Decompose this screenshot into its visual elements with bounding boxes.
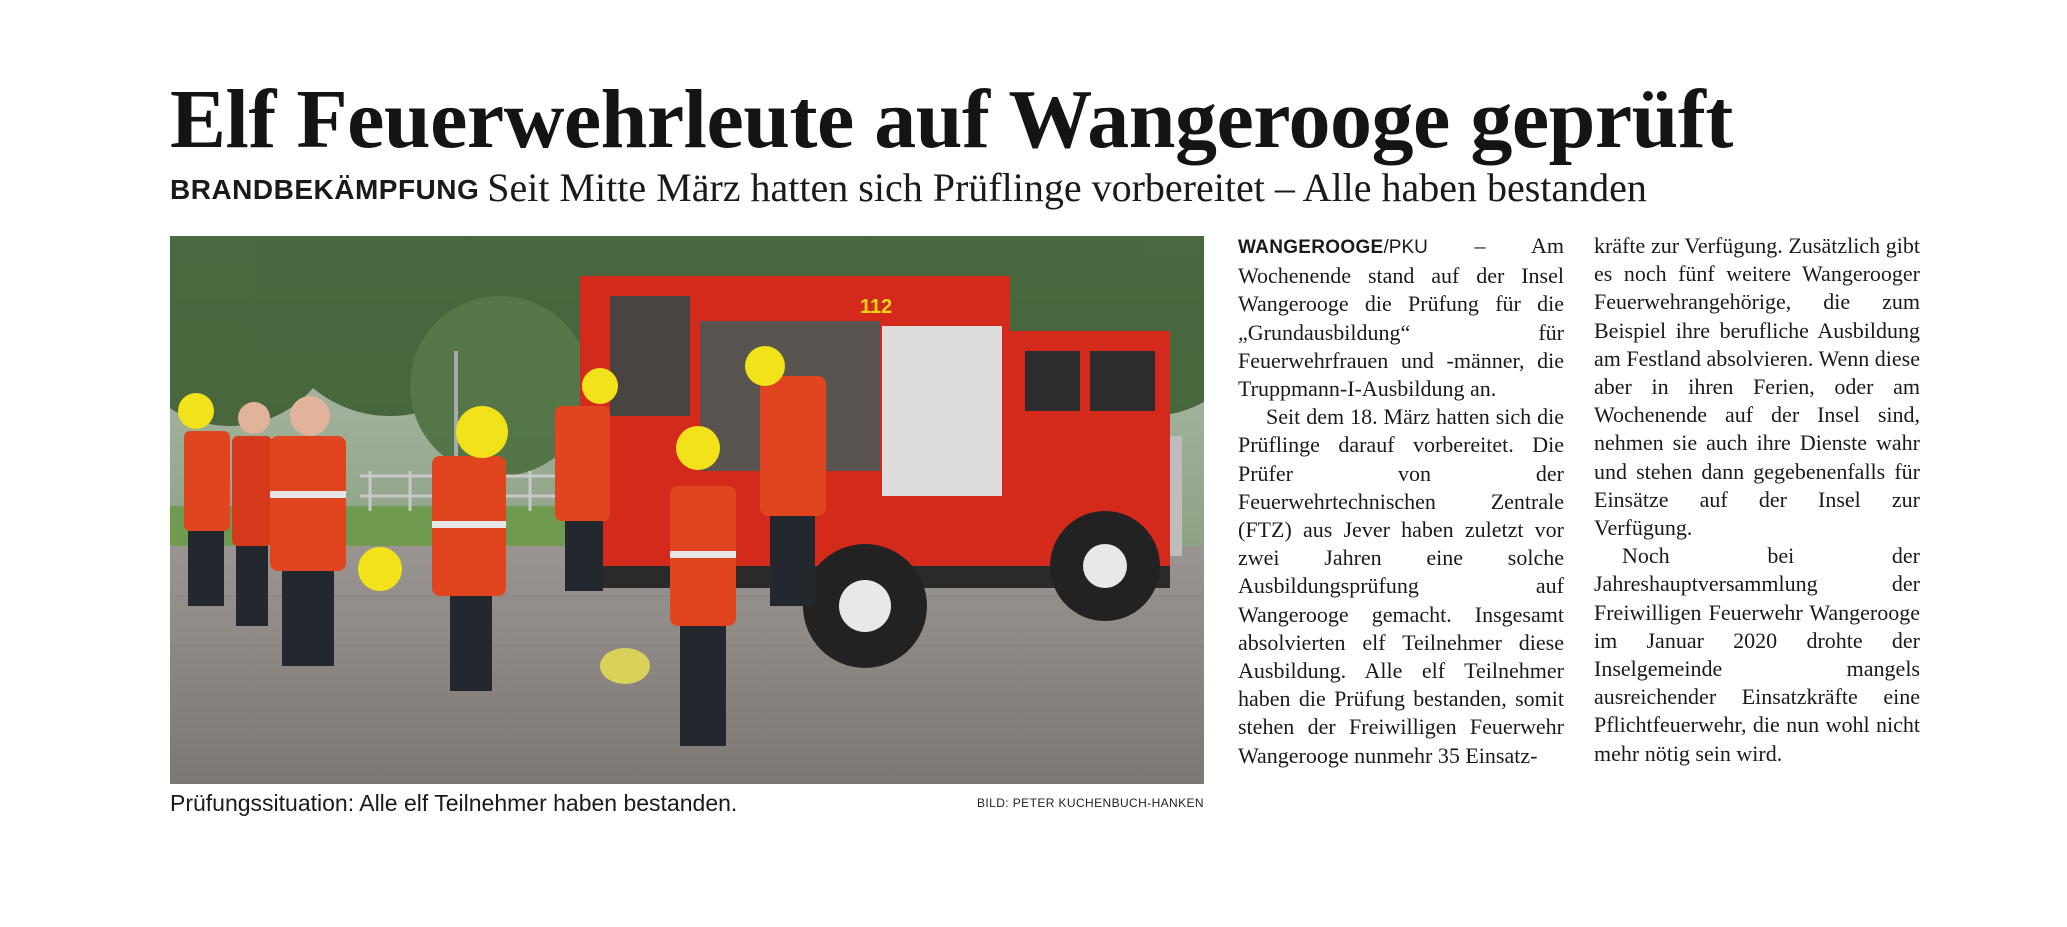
truck-number: 112 bbox=[860, 296, 893, 318]
subheadline: Seit Mitte März hatten sich Prüflinge vorbereitet – Alle haben bestanden bbox=[487, 165, 1647, 210]
paragraph-1 bbox=[1238, 232, 1564, 403]
article-photo bbox=[170, 236, 1204, 784]
article-column-1 bbox=[1238, 232, 1564, 770]
subheadline-line bbox=[170, 164, 1647, 214]
paragraph-2-part-1: Seit dem 18. März hatten sich die Prüflinge darauf vorbereitet. Die Prüfer von der Feuerwehrtechnischen Zentrale (FTZ) aus Jever haben zuletzt vor zwei Jahren eine solche Ausbildungsprüfung auf Wangerooge gemacht. Insgesamt absolvierten elf Teilnehmer diese Ausbildung. Alle elf Teilnehmer haben die Prüfung bestanden, somit stehen der Freiwilligen Feuerwehr Wangerooge nunmehr 35 Einsatz- bbox=[1238, 404, 1564, 768]
article-column-2 bbox=[1594, 232, 1920, 768]
dateline: WANGEROOGE bbox=[1238, 237, 1384, 258]
photo-caption: Prüfungssituation: Alle elf Teilnehmer haben bestanden. bbox=[170, 790, 738, 816]
paragraph-3: Noch bei der Jahreshauptversammlung der Freiwilligen Feuerwehr Wangerooge im Januar 2020 drohte der Inselgemeinde mangels ausreichender Einsatzkräfte eine Pflichtfeuerwehr, die nun wohl nicht mehr nötig sein wird. bbox=[1594, 543, 1920, 766]
paragraph-2-part-2: kräfte zur Verfügung. Zusätzlich gibt es noch fünf weitere Wangerooger Feuerwehrangehörige, die zum Beispiel ihre berufliche Ausbildung am Festland absolvieren. Wenn diese aber in ihren Ferien, oder am Wochenende auf der Insel sind, nehmen sie auch ihre Dienste wahr und stehen dann gegebenenfalls für Einsätze auf der Insel zur Verfügung. bbox=[1594, 233, 1920, 541]
photo-credit: BILD: PETER KUCHENBUCH-HANKEN bbox=[977, 796, 1204, 810]
fire-hose-roll bbox=[600, 648, 650, 684]
headline: Elf Feuerwehrleute auf Wangerooge geprüft bbox=[170, 73, 1733, 166]
agency-tag: /PKU bbox=[1383, 237, 1428, 258]
paragraph-1-text: – Am Wochenende stand auf der Insel Wangerooge die Prüfung für die „Grundausbildung“ für Feuerwehrfrauen und -männer, die Truppmann-I-Ausbildung an. bbox=[1238, 233, 1564, 402]
kicker: BRANDBEKÄMPFUNG bbox=[170, 174, 480, 205]
fire-truck-photo bbox=[170, 236, 1204, 784]
